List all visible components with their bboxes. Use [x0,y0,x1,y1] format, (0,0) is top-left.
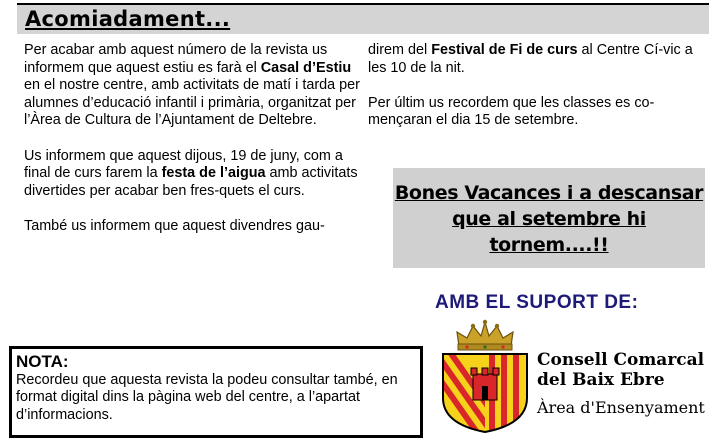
note-title: NOTA: [16,352,69,371]
section-title: Acomiadament... [25,7,231,31]
organization-name-block [537,350,705,418]
org-line-1: Consell Comarcal [537,350,705,370]
article-column-right [368,42,705,148]
text: en el nostre centre, amb activitats de matí i tarda per alumnes d’educació infantil i primària, organitzat per l’Àrea de Cultura de l’Ajuntament de Deltebre. [24,77,360,129]
article-column-left [24,42,362,253]
highlight-casal: Casal d’Estiu [260,59,352,76]
note-text: Recordeu que aquesta revista la podeu consultar també, en format digital dins la pàgina web del centre, a l’apartat d’informacions. [16,372,398,423]
support-label: AMB EL SUPORT DE: [435,292,639,313]
section-header [17,3,709,34]
text: Per acabar amb aquest número de la revista us informem que aquest estiu es farà el [24,42,328,76]
paragraph-festival [368,42,705,77]
paragraph-festa [24,148,362,201]
paragraph-divendres: També us informem que aquest divendres gau- [24,217,325,234]
note-box [9,346,423,438]
vacation-line-1: Bones Vacances i a descansar [394,182,704,204]
paragraph-setembre: Per últim us recordem que les classes es co-mençaran el dia 15 de setembre. [368,94,655,129]
text: al Centre Cí-vic a les 10 de la nit. [368,42,693,76]
vacation-message [393,180,705,258]
org-line-2: del Baix Ebre [537,370,665,390]
text: Us informem que aquest dijous, 19 de juny, com a final de curs farem la [24,147,343,182]
vacation-message-box [393,168,705,268]
crown-icon [457,320,513,350]
vacation-line-2: que al setembre hi tornem....!! [452,208,646,256]
highlight-festa: festa de l’aigua [161,165,266,182]
text: direm del [368,42,432,58]
paragraph-casal [24,42,362,130]
highlight-festival: Festival de Fi de curs [431,42,578,58]
coat-of-arms-icon [437,318,533,434]
text: amb activitats divertides per acabar ben fres-quets el curs. [24,165,358,199]
org-department: Àrea d'Ensenyament [537,398,705,417]
